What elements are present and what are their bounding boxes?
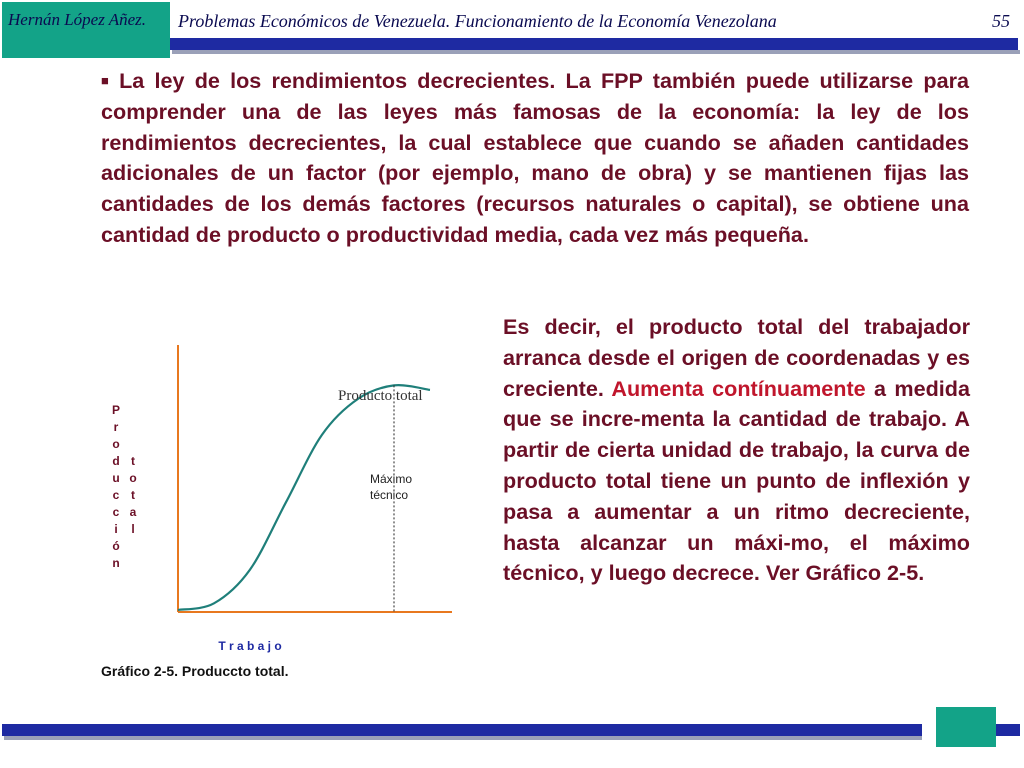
y-label-letter: u [112,471,120,485]
technical-max-label-line1: Máximo [370,472,413,486]
y-label-letter: i [114,522,118,536]
y-axis-label-produccion [112,403,120,570]
paragraph2-part1: Es decir, el producto total del trabajador arranca desde el origen de coordenadas y es creciente. [503,314,970,401]
y-label-letter: o [112,437,120,451]
header-bar-shadow [172,50,1020,54]
series-label-total-product: Producto total [338,388,423,404]
y-label-letter: P [111,403,121,417]
y-label-letter: o [129,471,137,485]
y-label-letter: t [131,454,135,468]
header-bar [170,38,1018,50]
y-label-letter: t [131,488,135,502]
paragraph-total-product-explanation [503,312,970,589]
total-product-chart [90,340,470,660]
page-title: Problemas Económicos de Venezuela. Funcionamiento de la Economía Venezolana [178,11,777,31]
paragraph1-lead: La ley de los rendimientos decrecientes. [119,68,556,93]
y-label-letter: r [113,420,119,434]
footer-bar-end [996,724,1020,736]
paragraph2-highlight: Aumenta contínuamente [611,375,866,401]
technical-max-label-line2: técnico [370,488,409,502]
y-axis-label-total [129,454,136,536]
y-label-letter: a [129,505,137,519]
x-axis-label: T r a b a j o [218,639,282,653]
y-label-letter: ó [112,539,120,553]
footer-bar-shadow [4,736,922,740]
y-label-letter: n [112,556,120,570]
footer-bar [2,724,922,736]
paragraph-law-diminishing-returns [101,66,969,251]
footer-accent-block [936,707,996,747]
paragraph1-body: La FPP también puede utilizarse para comprender una de las leyes más famosas de la economía: la ley de los rendimientos decrecientes, la cual establece que cuando se añaden cantidades adicionales de un factor (por ejemplo, mano de obra) y se mantienen fijas las cantidades de los demás factores (recursos naturales o capital), se obtiene una cantidad de producto o productividad media, cada vez más pequeña. [101,68,969,247]
author-name: Hernán López Añez. [8,10,147,29]
y-label-letter: c [112,505,120,519]
y-label-letter: l [131,522,135,536]
y-label-letter: c [112,488,120,502]
paragraph2-part3: a medida que se incre-menta la cantidad de trabajo. A partir de cierta unidad de trabajo, la curva de producto total tiene un punto de inflexión y pasa a aumentar a un ritmo decreciente, hasta alcanzar un máxi-mo, el máximo técnico, y luego decrece. Ver Gráfico 2-5. [503,375,971,586]
y-label-letter: d [112,454,120,468]
page-number: 55 [992,11,1010,31]
bullet-icon: ■ [101,73,114,88]
chart-caption: Gráfico 2-5. Produccto total. [101,663,289,679]
